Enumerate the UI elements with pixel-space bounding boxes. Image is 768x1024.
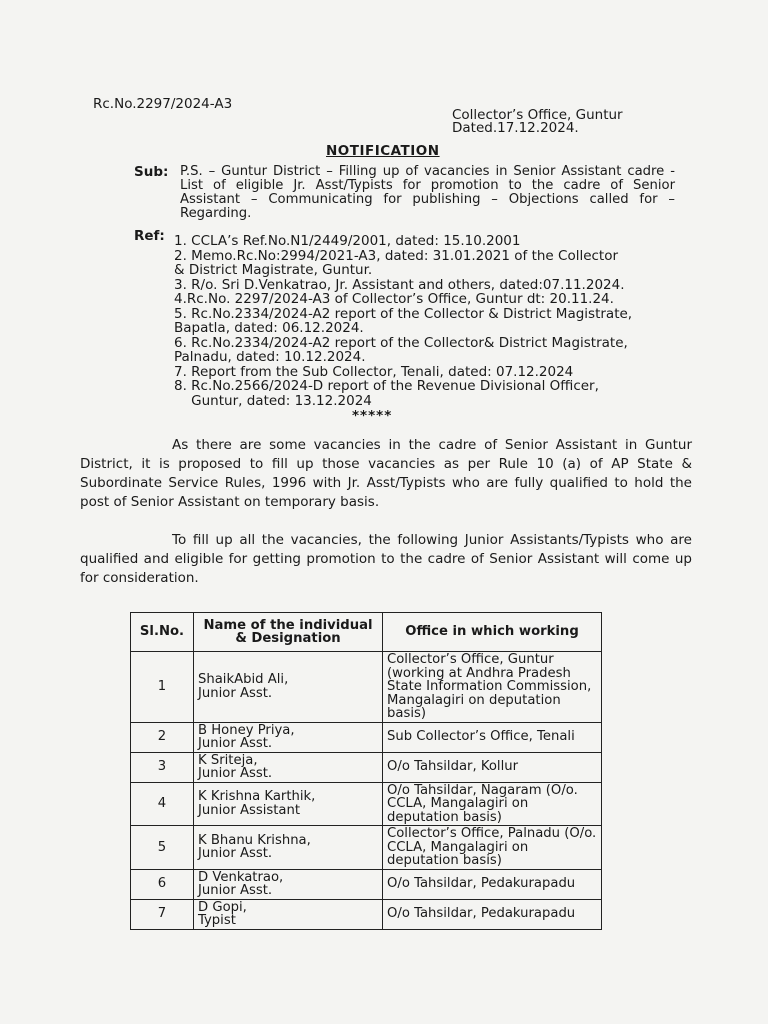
cell-office: O/o Tahsildar, Pedakurapadu <box>383 869 602 899</box>
references-label: Ref: <box>134 228 165 244</box>
cell-office: Collector’s Office, Palnadu (O/o. CCLA, Mangalagiri on deputation basis) <box>383 826 602 870</box>
reference-line: 3. R/o. Sri D.Venkatrao, Jr. Assistant and others, dated:07.11.2024. <box>174 276 625 293</box>
cell-slno: 6 <box>131 869 194 899</box>
table-row <box>131 899 602 929</box>
separator-stars: ***** <box>352 408 393 424</box>
cell-slno: 4 <box>131 782 194 826</box>
cell-name <box>194 826 383 870</box>
reference-line: Bapatla, dated: 06.12.2024. <box>174 320 364 336</box>
cell-slno: 3 <box>131 752 194 782</box>
cell-slno: 5 <box>131 826 194 870</box>
candidate-name: ShaikAbid Ali, <box>198 672 289 688</box>
eligible-candidates-table <box>130 612 602 930</box>
dated: Dated.17.12.2024. <box>452 120 579 136</box>
candidate-designation: Junior Asst. <box>198 685 273 701</box>
body-paragraph: As there are some vacancies in the cadre of Senior Assistant in Guntur District, it is proposed to fill up those vacancies as per Rule 10 (a) of AP State & Subordinate Service Rules, 1996 with Jr. Asst/Typists who are fully qualified to hold the post of Senior Assistant on temporary basis. <box>80 437 692 510</box>
reference-line: 8. Rc.No.2566/2024-D report of the Revenue Divisional Officer, <box>174 378 599 394</box>
reference-line: 2. Memo.Rc.No:2994/2021-A3, dated: 31.01.2021 of the Collector <box>174 247 619 264</box>
table-row <box>131 869 602 899</box>
candidate-name: K Bhanu Krishna, <box>198 832 311 848</box>
subject-text: P.S. – Guntur District – Filling up of vacancies in Senior Assistant cadre - List of eligible Jr. Asst/Typists for promotion to the cadre of Senior Assistant – Communicating for publishing – Objections called for – Regarding. <box>180 164 675 221</box>
cell-office: O/o Tahsildar, Pedakurapadu <box>383 899 602 929</box>
reference-line: 7. Report from the Sub Collector, Tenali, dated: 07.12.2024 <box>174 363 574 380</box>
candidate-designation: Junior Asst. <box>198 846 273 862</box>
reference-line: & District Magistrate, Guntur. <box>174 262 373 278</box>
reference-line: 1. CCLA’s Ref.No.N1/2449/2001, dated: 15.10.2001 <box>174 233 521 249</box>
office-and-date <box>452 109 623 135</box>
cell-office: O/o Tahsildar, Kollur <box>383 752 602 782</box>
header-office: Office in which working <box>383 613 602 652</box>
cell-office: O/o Tahsildar, Nagaram (O/o. CCLA, Mangalagiri on deputation basis) <box>383 782 602 826</box>
cell-name <box>194 869 383 899</box>
candidate-designation: Junior Assistant <box>198 802 301 818</box>
cell-slno: 2 <box>131 722 194 752</box>
table-row <box>131 752 602 782</box>
page-title: NOTIFICATION <box>326 143 440 159</box>
reference-line: 6. Rc.No.2334/2024-A2 report of the Collector& District Magistrate, <box>174 334 628 351</box>
cell-name <box>194 722 383 752</box>
header-name: Name of the individual & Designation <box>194 613 383 652</box>
reference-number: Rc.No.2297/2024-A3 <box>93 96 233 112</box>
reference-line: 5. Rc.No.2334/2024-A2 report of the Collector & District Magistrate, <box>174 305 633 322</box>
cell-name <box>194 782 383 826</box>
references-list <box>174 234 632 408</box>
candidate-designation: Junior Asst. <box>198 883 273 898</box>
cell-slno: 7 <box>131 899 194 929</box>
cell-name <box>194 899 383 929</box>
cell-office: Collector’s Office, Guntur (working at Andhra Pradesh State Information Commission, Mangalagiri on deputation basis) <box>383 652 602 723</box>
subject-label: Sub: <box>134 164 169 180</box>
table-row <box>131 722 602 752</box>
cell-slno: 1 <box>131 652 194 723</box>
cell-name <box>194 752 383 782</box>
candidate-name: B Honey Priya, <box>198 722 295 738</box>
candidate-designation: Junior Asst. <box>198 736 273 751</box>
header-slno: Sl.No. <box>131 613 194 652</box>
table-row <box>131 652 602 723</box>
body-paragraph: To fill up all the vacancies, the following Junior Assistants/Typists who are qualified and eligible for getting promotion to the cadre of Senior Assistant will come up for consideration. <box>80 532 692 586</box>
table-row <box>131 782 602 826</box>
reference-line: 4.Rc.No. 2297/2024-A3 of Collector’s Office, Guntur dt: 20.11.24. <box>174 291 614 307</box>
table-row <box>131 826 602 870</box>
table-header-row <box>131 613 602 652</box>
candidate-designation: Typist <box>198 913 236 928</box>
candidate-name: D Gopi, <box>198 899 247 915</box>
candidate-designation: Junior Asst. <box>198 766 273 781</box>
candidate-name: K Sriteja, <box>198 752 258 768</box>
cell-office: Sub Collector’s Office, Tenali <box>383 722 602 752</box>
office-name: Collector’s Office, Guntur <box>452 107 623 123</box>
reference-line: Guntur, dated: 13.12.2024 <box>174 392 372 409</box>
cell-name <box>194 652 383 723</box>
reference-line: Palnadu, dated: 10.12.2024. <box>174 349 366 365</box>
candidate-name: K Krishna Karthik, <box>198 789 316 805</box>
candidate-name: D Venkatrao, <box>198 869 284 885</box>
